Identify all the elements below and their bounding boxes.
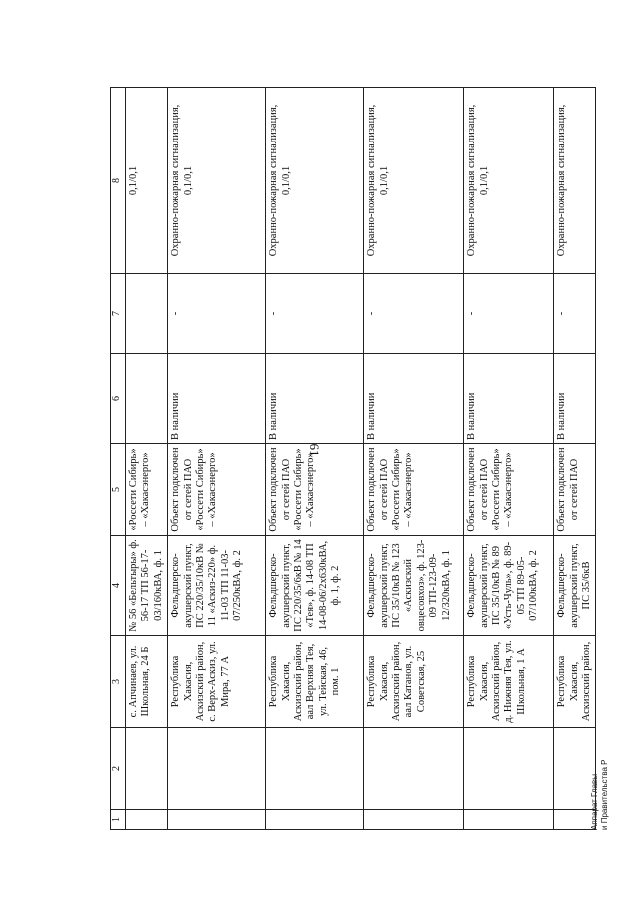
cell-name bbox=[126, 728, 168, 810]
cell-connection: Объект подключен от сетей ПАО bbox=[554, 444, 596, 536]
cell-connection: «Россети Сибирь» – «Хакасэнерго» bbox=[126, 444, 168, 536]
cell-col7 bbox=[126, 274, 168, 354]
cell-availability bbox=[126, 354, 168, 444]
cell-num bbox=[168, 810, 266, 830]
cell-address: Республика Хакасия, Аскизский район, с. Верх-Аскиз, ул. Мира, 77 А bbox=[168, 636, 266, 728]
cell-name bbox=[554, 728, 596, 810]
col-header-2: 2 bbox=[111, 728, 126, 810]
table-row bbox=[464, 88, 554, 830]
cell-name bbox=[266, 728, 364, 810]
cell-name bbox=[168, 728, 266, 810]
cell-address: Республика Хакасия, Аскизский район, bbox=[554, 636, 596, 728]
facilities-table bbox=[110, 87, 596, 830]
table-row bbox=[168, 88, 266, 830]
stamp-line-2: и Правительства Р bbox=[600, 759, 609, 830]
cell-num bbox=[126, 810, 168, 830]
cell-name bbox=[464, 728, 554, 810]
cell-address: Республика Хакасия, Аскизский район, д. Нижняя Тея, ул. Школьная, 1 А bbox=[464, 636, 554, 728]
cell-security: Охранно-пожарная сигнализация, 0,1/0,1 bbox=[464, 88, 554, 274]
cell-power-source: № 56 «Бельтыры» ф. 56-17 ТП 56-17-03/160кВА, ф. 1 bbox=[126, 536, 168, 636]
cell-security: Охранно-пожарная сигнализация, 0,1/0,1 bbox=[266, 88, 364, 274]
col-header-8: 8 bbox=[111, 88, 126, 274]
cell-power-source: Фельдшерско-акушерский пункт, ПС 35/6кВ bbox=[554, 536, 596, 636]
column-number-row bbox=[111, 88, 126, 830]
cell-num bbox=[464, 810, 554, 830]
cell-connection: Объект подключен от сетей ПАО «Россети Сибирь» – «Хакасэнерго» bbox=[464, 444, 554, 536]
cell-address: с. Апчинаев, ул. Школьная, 24 Б bbox=[126, 636, 168, 728]
cell-num bbox=[266, 810, 364, 830]
cell-availability: В наличии bbox=[364, 354, 464, 444]
table-row bbox=[126, 88, 168, 830]
cell-availability: В наличии bbox=[554, 354, 596, 444]
cell-connection: Объект подключен от сетей ПАО «Россети Сибирь» – «Хакасэнерго» bbox=[364, 444, 464, 536]
table-row bbox=[364, 88, 464, 830]
cell-col7: - bbox=[168, 274, 266, 354]
table-row bbox=[554, 88, 596, 830]
col-header-4: 4 bbox=[111, 536, 126, 636]
cell-power-source: Фельдшерско-акушерский пункт, ПС 35/10кВ № 123 «Аскизский овцесовхоз», ф. 123-09 ТП-123-09-12/320кВА, ф. 1 bbox=[364, 536, 464, 636]
cell-connection: Объект подключен от сетей ПАО «Россети Сибирь» – «Хакасэнерго» bbox=[266, 444, 364, 536]
cell-address: Республика Хакасия, Аскизский район, аал Катанов, ул. Советская, 25 bbox=[364, 636, 464, 728]
cell-num bbox=[554, 810, 596, 830]
cell-power-source: Фельдшерско-акушерский пункт, ПС 220/35/6кВ № 14 «Тея», ф. 14-08 ТП 14-08-06/2х630кВА, ф. 1, ф. 2 bbox=[266, 536, 364, 636]
stamp-line-1: Аппарат Главы bbox=[590, 773, 599, 830]
cell-power-source: Фельдшерско-акушерский пункт, ПС 220/35/10кВ № 11 «Аскиз-220» ф. 11-03 ТП 11-03-07/250кВА, ф. 2 bbox=[168, 536, 266, 636]
col-header-7: 7 bbox=[111, 274, 126, 354]
col-header-1: 1 bbox=[111, 810, 126, 830]
cell-security: Охранно-пожарная сигнализация, bbox=[554, 88, 596, 274]
cell-address: Республика Хакасия, Аскизский район, аал Верхняя Тея, ул. Тейская, 46, пом. 1 bbox=[266, 636, 364, 728]
cell-security: Охранно-пожарная сигнализация, 0,1/0,1 bbox=[364, 88, 464, 274]
page-number: 61 bbox=[307, 443, 322, 457]
rotated-table-wrapper bbox=[110, 88, 593, 830]
cell-availability: В наличии bbox=[464, 354, 554, 444]
cell-name bbox=[364, 728, 464, 810]
cell-col7: - bbox=[554, 274, 596, 354]
cell-col7: - bbox=[364, 274, 464, 354]
cell-connection: Объект подключен от сетей ПАО «Россети Сибирь» – «Хакасэнерго» bbox=[168, 444, 266, 536]
col-header-3: 3 bbox=[111, 636, 126, 728]
cell-availability: В наличии bbox=[266, 354, 364, 444]
col-header-5: 5 bbox=[111, 444, 126, 536]
table-row bbox=[266, 88, 364, 830]
cell-security: Охранно-пожарная сигнализация, 0,1/0,1 bbox=[168, 88, 266, 274]
cell-availability: В наличии bbox=[168, 354, 266, 444]
cell-col7: - bbox=[266, 274, 364, 354]
cell-power-source: Фельдшерско-акушерский пункт, ПС 35/10кВ № 89 «Усть-Чуль», ф. 89-05 ТП 89-05-07/100кВА, ф. 2 bbox=[464, 536, 554, 636]
col-header-6: 6 bbox=[111, 354, 126, 444]
cell-num bbox=[364, 810, 464, 830]
cell-security: 0,1/0,1 bbox=[126, 88, 168, 274]
cell-col7: - bbox=[464, 274, 554, 354]
